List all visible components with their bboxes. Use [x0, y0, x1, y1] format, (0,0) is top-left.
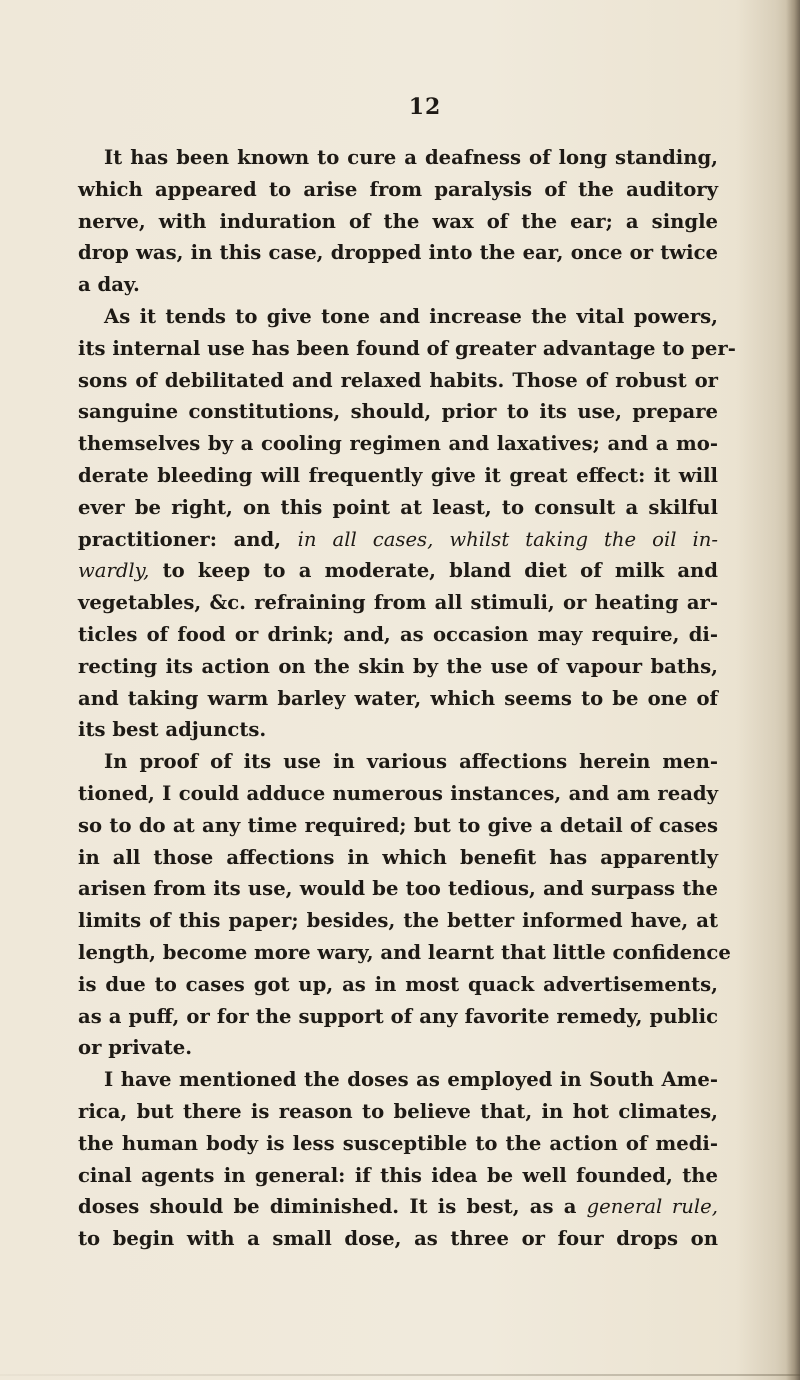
text-line: recting its action on the skin by the use of vapour baths, — [78, 654, 718, 678]
text-line: In proof of its use in various affections herein men- — [104, 750, 718, 774]
text-line: drop was, in this case, dropped into the ear, once or twice — [78, 241, 718, 265]
text-line: nerve, with induration of the wax of the ear; a single — [78, 209, 718, 233]
text-line: a day. — [78, 273, 140, 297]
text-line: arisen from its use, would be too tedious, and surpass the — [78, 877, 718, 901]
text-line: practitioner: and, in all cases, whilst taking the oil in- — [78, 527, 718, 551]
text-line: tioned, I could adduce numerous instances, and am ready — [78, 781, 718, 805]
text-line: rica, but there is reason to believe that, in hot climates, — [78, 1099, 718, 1123]
text-line: As it tends to give tone and increase the vital powers, — [104, 304, 718, 328]
text-line: wardly, to keep to a moderate, bland diet of milk and — [78, 559, 718, 583]
text-line: and taking warm barley water, which seems to be one of — [78, 686, 718, 710]
text-line: so to do at any time required; but to give a detail of cases — [78, 813, 718, 837]
text-line: is due to cases got up, as in most quack advertisements, — [78, 972, 718, 996]
text-line: to begin with a small dose, as three or four drops on — [78, 1227, 718, 1251]
text-line: sanguine constitutions, should, prior to its use, prepare — [78, 400, 718, 424]
text-line: derate bleeding will frequently give it great effect: it will — [78, 463, 718, 487]
text-line: ever be right, on this point at least, to consult a skilful — [78, 495, 718, 519]
text-line: I have mentioned the doses as employed in South Ame- — [104, 1068, 718, 1092]
text-line: length, become more wary, and learnt that little confidence — [78, 940, 731, 964]
text-line: which appeared to arise from paralysis of the auditory — [78, 177, 718, 201]
text-line: sons of debilitated and relaxed habits. Those of robust or — [78, 368, 718, 392]
text-line: cinal agents in general: if this idea be well founded, the — [78, 1163, 718, 1187]
text-line: as a puff, or for the support of any favorite remedy, public — [78, 1004, 718, 1028]
text-line: It has been known to cure a deafness of long standing, — [104, 146, 718, 169]
body-text — [78, 142, 736, 1255]
text-line: vegetables, &c. refraining from all stimuli, or heating ar- — [78, 591, 718, 615]
text-line: the human body is less susceptible to the action of medi- — [78, 1131, 718, 1155]
text-line: its best adjuncts. — [78, 718, 267, 742]
text-line: themselves by a cooling regimen and laxatives; and a mo- — [78, 432, 718, 456]
page-edge-shadow — [786, 0, 800, 1380]
text-line: its internal use has been found of greater advantage to per- — [78, 336, 736, 360]
page-number: 12 — [408, 94, 442, 120]
text-line: in all those affections in which benefit has apparently — [78, 845, 718, 869]
text-line: or private. — [78, 1036, 193, 1060]
text-line: doses should be diminished. It is best, as a general rule, — [78, 1195, 718, 1219]
text-line: ticles of food or drink; and, as occasion may require, di- — [78, 622, 718, 646]
text-line: limits of this paper; besides, the better informed have, at — [78, 909, 718, 933]
page-bottom-edge — [0, 1374, 800, 1376]
